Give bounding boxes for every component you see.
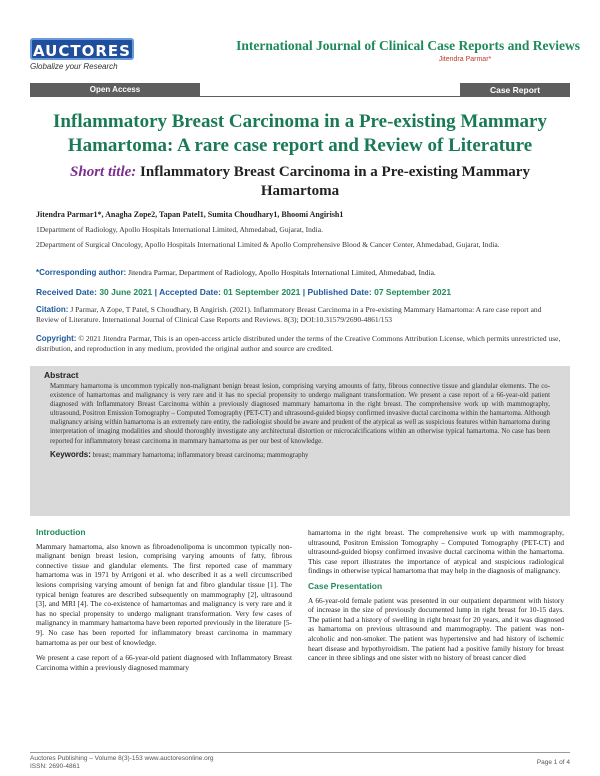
keywords — [50, 450, 550, 459]
citation-label: Citation: — [36, 305, 69, 314]
page-footer — [30, 752, 570, 771]
affiliation-1: 1Department of Radiology, Apollo Hospitals International Limited, Ahmedabad, Gujarat, India. — [36, 225, 323, 234]
header-bar — [30, 83, 570, 97]
introduction-paragraph-2: We present a case report of a 66-year-old patient diagnosed with Inflammatory Breast Carcinoma within a previously diagnosed mammary — [36, 653, 292, 672]
footer-publisher: Auctores Publishing – Volume 8(3)-153 www.auctoresonline.org — [30, 755, 214, 762]
copyright-label: Copyright: — [36, 334, 77, 343]
short-title — [40, 163, 560, 201]
journal-title: International Journal of Clinical Case Reports and Reviews — [236, 38, 580, 53]
copyright — [36, 334, 566, 354]
introduction-heading: Introduction — [36, 527, 86, 537]
abstract-box — [30, 366, 570, 516]
case-presentation-heading: Case Presentation — [308, 580, 383, 591]
right-column — [308, 528, 564, 669]
keywords-label: Keywords: — [50, 449, 91, 459]
article-title: Inflammatory Breast Carcinoma in a Pre-existing Mammary Hamartoma: A rare case report and Review of Literature — [53, 111, 547, 156]
corresponding-text: Jitendra Parmar, Department of Radiology, Apollo Hospitals International Limited, Ahmedabad, India. — [128, 268, 436, 277]
abstract-heading: Abstract — [44, 370, 79, 380]
running-author: Jitendra Parmar* — [438, 56, 492, 63]
corresponding-author — [36, 268, 566, 277]
short-title-label: Short title: — [70, 164, 137, 180]
affiliation-2: 2Department of Surgical Oncology, Apollo Hospitals International Limited & Apollo Comprehensive Blood & Cancer Center, Ahmedabad, Gujarat, India. — [36, 240, 500, 249]
keywords-text: breast; mammary hamartoma; inflammatory breast carcinoma; mammography — [92, 451, 309, 459]
publisher-logo: AUCTORES — [30, 38, 134, 60]
accepted-label: | Accepted Date: — [154, 287, 221, 297]
published-label: | Published Date: — [302, 287, 372, 297]
abstract-text: Mammary hamartoma is uncommon typically non-malignant benign breast lesion, comprising varying amounts of fatty, fibrous connective tissue and glandular elements. The co-existence of hamartomas and malignancy is very rare and it has no special propensity to undergo malignant transformation. We present a case report of a 66-year-old patient diagnosed with Inflammatory Breast Carcinoma within a previously diagnosed mammary hamartoma in the right breast. The comprehensive work up with mammography, ultrasound, Positron Emission Tomography – Computed Tomography (PET-CT) and ultrasound-guided biopsy confirmed invasive ductal carcinoma within the hamartoma. Although malignancy arising within hamartoma is an extremely rare entity, the radiologist should be aware and prudent of the atypical as well as suspicious features within hamartoma during interpretation of imaging modalities and should thoroughly investigate any architectural distortion or microcalcifications within an otherwise typical hamartoma. No case has been reported for inflammatory breast carcinoma in mammary hamartoma as per our best of knowledge. — [50, 383, 550, 445]
logo-tagline: Globalize your Research — [30, 62, 118, 71]
page-number: Page 1 of 4 — [536, 759, 570, 766]
received-label: Received Date: — [36, 287, 97, 297]
accepted-date: 01 September 2021 — [223, 287, 301, 297]
published-date: 07 September 2021 — [374, 287, 452, 297]
open-access-badge: Open Access — [30, 83, 200, 97]
short-title-text: Inflammatory Breast Carcinoma in a Pre-existing Mammary Hamartoma — [140, 164, 530, 199]
received-date: 30 June 2021 — [99, 287, 153, 297]
author-list: Jitendra Parmar1*, Anagha Zope2, Tapan Patel1, Sumita Choudhary1, Bhoomi Angirish1 — [36, 210, 344, 219]
citation — [36, 305, 566, 325]
footer-issn: ISSN: 2690-4861 — [30, 763, 80, 770]
case-presentation-paragraph: A 66-year-old female patient was presented in our outpatient department with history of increase in the size of previously documented lump in right breast for 10-15 days. The patient had a history of swelling in right breast for 20 years, and it was diagnosed as hamartoma on previous ultrasound and mammography. The patient was non-alcoholic and non-smoker. The patient was hypertensive and had history of ischemic heart disease and hypothyroidism. The patient had a positive family history for breast cancer in three siblings and one sister with no history of breast cancer died — [308, 595, 564, 663]
corresponding-label: *Corresponding author: — [36, 268, 127, 277]
citation-text: J Parmar, A Zope, T Patel, S Choudhary, B Angirish. (2021). Inflammatory Breast Carcinoma in a Pre-existing Mammary Hamartoma: A rare case report and Review of Literature. International Journal of Clinical Case Reports and Reviews. 8(3); DOI:10.31579/2690-4861/153 — [36, 305, 542, 324]
dates-line — [36, 287, 566, 297]
left-column — [36, 528, 292, 678]
article-type-badge: Case Report — [460, 83, 570, 97]
introduction-paragraph-1: Mammary hamartoma, also known as fibroadenolipoma is uncommon typically non-malignant benign breast lesion, comprising varying amounts of fatty, fibrous connective tissue and glandular elements. The first reported case of mammary hamartoma was in 1971 by Arrigoni et al. who described it as a well circumscribed lesions comprising varying amount of benign fat and fibro glandular tissue [1]. The typical benign features are described subsequently on mammography [2], ultrasound [3], and MRI [4]. The co-existence of hamartomas and malignancy is very rare and it has no special propensity to undergo malignant transformation. Very few cases of malignancy in mammary hamartoma have been reported previously in the literature [5-9]. No case has been reported for inflammatory breast carcinoma in mammary hamartoma as per our best of knowledge. — [36, 541, 292, 647]
introduction-paragraph-continued: hamartoma in the right breast. The comprehensive work up with mammography, ultrasound, Positron Emission Tomography – Computed Tomography (PET-CT) and ultrasound-guided biopsy confirmed invasive ductal carcinoma within the hamartoma. This case report illustrates the importance of atypical and suspicious radiological findings in otherwise typical hamartoma that may help in the diagnosis of malignancy. — [308, 528, 564, 576]
copyright-text: © 2021 Jitendra Parmar, This is an open-access article distributed under the terms of the Creative Commons Attribution License, which permits unrestricted use, distribution, and reproduction in any medium, provided the original author and source are credited. — [36, 334, 561, 353]
